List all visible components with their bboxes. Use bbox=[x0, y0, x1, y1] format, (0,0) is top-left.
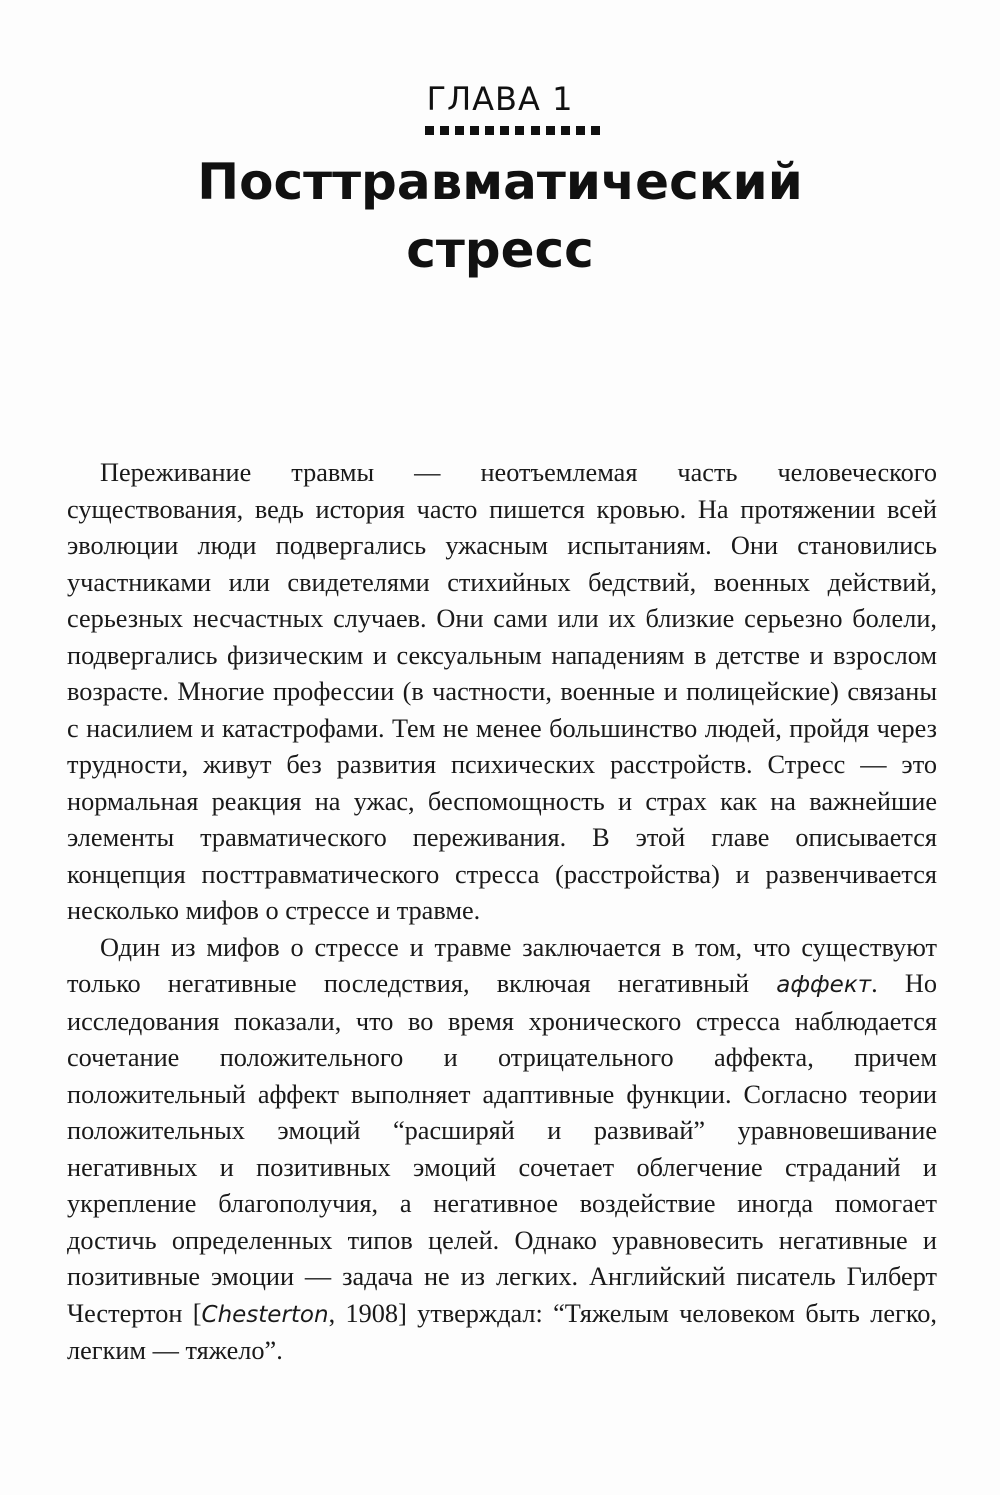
body-text bbox=[67, 455, 937, 1370]
chapter-title-line-1: Посттравматический bbox=[197, 153, 803, 211]
paragraph-2 bbox=[67, 930, 937, 1370]
paragraph-2-part-3: , 1908] утверждал: “Тяжелым человеком быть легко, легким — тяжело”. bbox=[67, 1298, 937, 1365]
chapter-title bbox=[0, 148, 1000, 284]
chapter-label: ГЛАВА 1 bbox=[426, 80, 574, 118]
paragraph-2-part-2: . Но исследования показали, что во время хронического стресса наблюдается сочетание положительного и отрицательного аффекта, причем положительный аффект выполняет адаптивные функции. Согласно теории положительных эмоций “расширяй и развивай” уравновешивание негативных и позитивных эмоций сочетает облегчение страданий и укрепление благополучия, а негативное воздействие иногда помогает достичь определенных типов целей. Однако уравновесить негативные и позитивные эмоции — задача не из легких. Английский писатель Гилберт Честертон [ bbox=[67, 969, 937, 1328]
chapter-ornament-dots bbox=[425, 124, 600, 136]
chapter-title-line-2: стресс bbox=[406, 221, 594, 279]
term-affect: аффект bbox=[776, 972, 872, 998]
paragraph-1: Переживание травмы — неотъемлемая часть человеческого существования, ведь история часто пишется кровью. На протяжении всей эволюции люди подвергались ужасным испытаниям. Они становились участниками или свидетелями стихийных бедствий, военных действий, серьезных несчастных случаев. Они сами или их близкие серьезно болели, подвергались физическим и сексуальным нападениям в детстве и взрослом возрасте. Многие профессии (в частности, военные и полицейские) связаны с насилием и катастрофами. Тем не менее большинство людей, пройдя через трудности, живут без развития психических расстройств. Стресс — это нормальная реакция на ужас, беспомощность и страх как на важнейшие элементы травматического переживания. В этой главе описывается концепция посттравматического стресса (расстройства) и развенчивается несколько мифов о стрессе и травме. bbox=[67, 458, 937, 925]
citation-author: Chesterton bbox=[201, 1301, 329, 1328]
paragraph-2-part-1: Один из мифов о стрессе и травме заключается в том, что существуют только негативные последствия, включая негативный bbox=[67, 932, 937, 998]
